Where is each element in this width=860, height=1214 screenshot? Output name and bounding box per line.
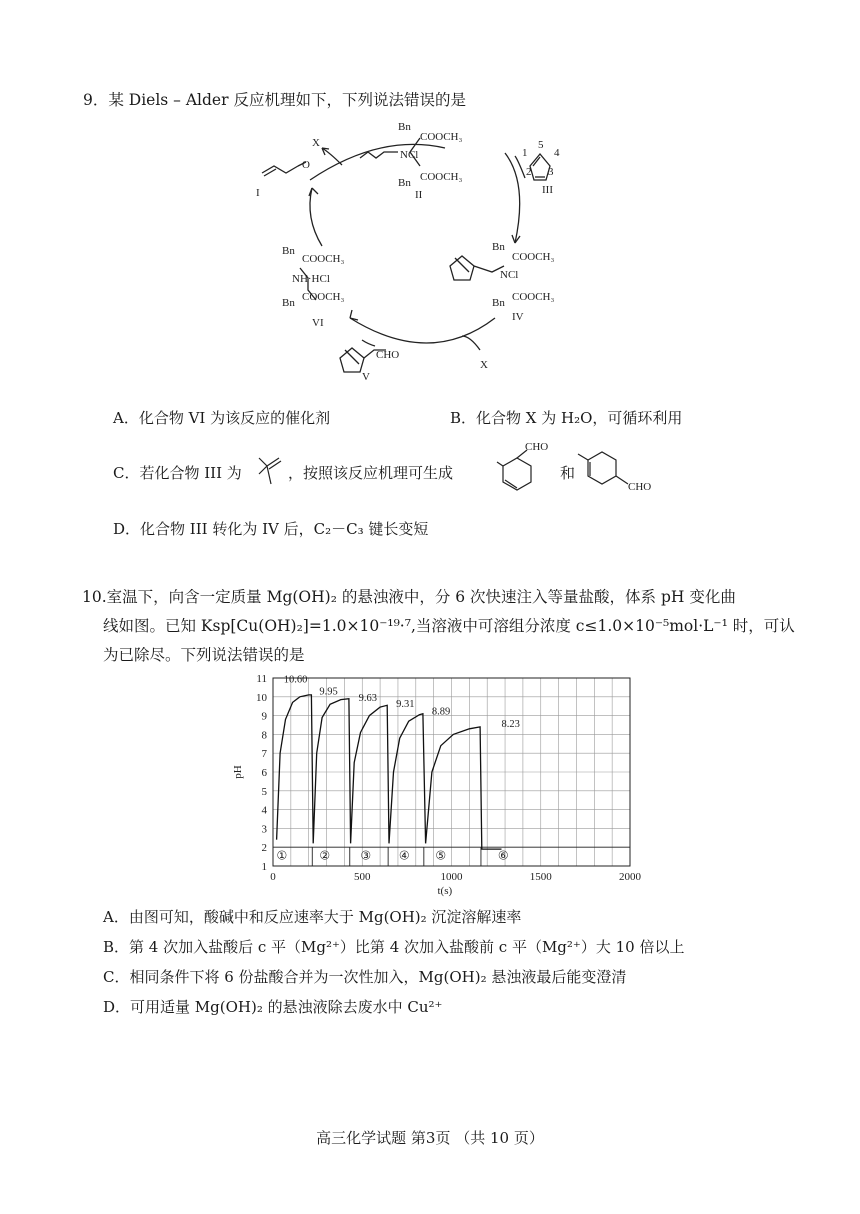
- x-tick-label: 2000: [619, 871, 641, 883]
- q9-stem: 9．某 Diels – Alder 反应机理如下，下列说法错误的是: [83, 91, 466, 109]
- y-tick-label: 7: [261, 748, 267, 761]
- label-bn-iv-bottom: Bn: [492, 297, 505, 309]
- label-compound-iii: III: [542, 184, 553, 196]
- label-compound-ii: II: [415, 189, 423, 201]
- q9-option-c-pre[interactable]: C．若化合物 III 为: [113, 464, 242, 482]
- segment-marker: ②: [319, 848, 331, 863]
- label-c4: 4: [554, 147, 560, 159]
- y-tick-label: 11: [256, 673, 267, 685]
- product-1-structure: [495, 440, 555, 496]
- q9-option-a[interactable]: A．化合物 VI 为该反应的催化剂: [113, 409, 331, 427]
- y-tick-label: 5: [261, 785, 267, 798]
- q9-option-c-and: 和: [560, 464, 576, 482]
- q10-stem-line2: 线如图。已知 Ksp[Cu(OH)₂]=1.0×10⁻¹⁹·⁷,当溶液中可溶组分浓度 c≤1.0×10⁻⁵mol·L⁻¹ 时，可认: [103, 617, 795, 635]
- segment-marker: ③: [360, 848, 372, 863]
- x-tick-label: 0: [270, 871, 276, 883]
- label-bn-ii-bottom: Bn: [398, 177, 411, 189]
- label-compound-i: I: [256, 187, 260, 199]
- q10-stem-line1: 10.室温下，向含一定质量 Mg(OH)₂ 的悬浊液中，分 6 次快速注入等量盐酸，体系 pH 变化曲: [82, 588, 736, 606]
- label-compound-iv: IV: [512, 311, 524, 323]
- isoprene-structure: [255, 452, 285, 488]
- q9-option-b[interactable]: B．化合物 X 为 H₂O，可循环利用: [450, 409, 683, 427]
- label-compound-v: V: [362, 371, 370, 383]
- q10-option-c[interactable]: C．相同条件下将 6 份盐酸合并为一次性加入，Mg(OH)₂ 悬浊液最后能变澄清: [103, 968, 627, 986]
- label-c5: 5: [538, 139, 544, 151]
- label-cho-v: CHO: [376, 349, 400, 361]
- label-x-top: X: [312, 137, 320, 149]
- page-footer: 高三化学试题 第3页 （共 10 页）: [316, 1129, 544, 1147]
- label-cho-p2: CHO: [628, 481, 652, 493]
- ph-time-chart: [225, 668, 645, 898]
- label-ncl-ii: NCl: [400, 149, 419, 161]
- segment-marker: ①: [276, 848, 288, 863]
- product-2-structure: [572, 448, 662, 496]
- label-cooch3-vi-top: COOCH₃: [302, 253, 345, 265]
- y-axis-label: pH: [232, 765, 244, 779]
- q10-option-a[interactable]: A．由图可知，酸碱中和反应速率大于 Mg(OH)₂ 沉淀溶解速率: [103, 908, 522, 926]
- peak-label: 9.31: [396, 698, 415, 710]
- y-tick-label: 9: [261, 710, 267, 723]
- q9-mechanism-diagram: [250, 118, 610, 383]
- peak-label: 10.60: [283, 674, 308, 686]
- q10-option-b[interactable]: B．第 4 次加入盐酸后 c 平（Mg²⁺）比第 4 次加入盐酸前 c 平（Mg²⁺）大 10 倍以上: [103, 938, 685, 956]
- label-x-bottom: X: [480, 359, 488, 371]
- peak-label: 9.63: [358, 692, 378, 704]
- y-tick-label: 8: [261, 729, 267, 742]
- label-bn-ii-top: Bn: [398, 121, 411, 133]
- y-tick-label: 1: [261, 861, 267, 873]
- label-cooch3-ii-bottom: COOCH₃: [420, 171, 463, 183]
- peak-label: 8.89: [431, 706, 451, 718]
- q10-stem-line3: 为已除尽。下列说法错误的是: [103, 646, 305, 664]
- label-cooch3-iv-top: COOCH₃: [512, 251, 555, 263]
- x-tick-label: 1000: [440, 871, 463, 883]
- label-cho-p1: CHO: [525, 441, 549, 453]
- y-tick-label: 6: [261, 767, 267, 779]
- y-tick-label: 2: [261, 842, 267, 855]
- label-ncl-iv: NCl: [500, 269, 519, 281]
- peak-label: 8.23: [501, 719, 520, 731]
- q9-option-d[interactable]: D．化合物 III 转化为 IV 后，C₂－C₃ 键长变短: [113, 520, 429, 538]
- y-tick-label: 4: [261, 804, 267, 817]
- segment-marker: ⑤: [435, 848, 447, 863]
- q9-option-c-mid: ，按照该反应机理可生成: [288, 464, 454, 482]
- label-c3: 3: [548, 166, 554, 178]
- label-cooch3-vi-bottom: COOCH₃: [302, 291, 345, 303]
- y-tick-label: 10: [256, 691, 267, 704]
- label-o: O: [302, 159, 310, 171]
- label-cooch3-iv-bottom: COOCH₃: [512, 291, 555, 303]
- segment-marker: ⑥: [497, 848, 509, 863]
- label-c1: 1: [522, 147, 528, 159]
- label-bn-vi-bottom: Bn: [282, 297, 295, 309]
- segment-marker: ④: [398, 848, 410, 863]
- label-bn-iv-top: Bn: [492, 241, 505, 253]
- x-axis-label: t(s): [437, 885, 453, 897]
- peak-label: 9.95: [319, 686, 338, 698]
- label-nhhcl-vi: NH·HCl: [292, 273, 330, 285]
- label-bn-vi-top: Bn: [282, 245, 295, 257]
- x-tick-label: 1500: [529, 871, 552, 883]
- label-cooch3-ii-top: COOCH₃: [420, 131, 463, 143]
- y-tick-label: 3: [261, 823, 267, 836]
- label-c2: 2: [526, 166, 532, 178]
- q10-option-d[interactable]: D．可用适量 Mg(OH)₂ 的悬浊液除去废水中 Cu²⁺: [103, 998, 443, 1016]
- x-tick-label: 500: [354, 871, 371, 883]
- label-compound-vi: VI: [312, 317, 324, 329]
